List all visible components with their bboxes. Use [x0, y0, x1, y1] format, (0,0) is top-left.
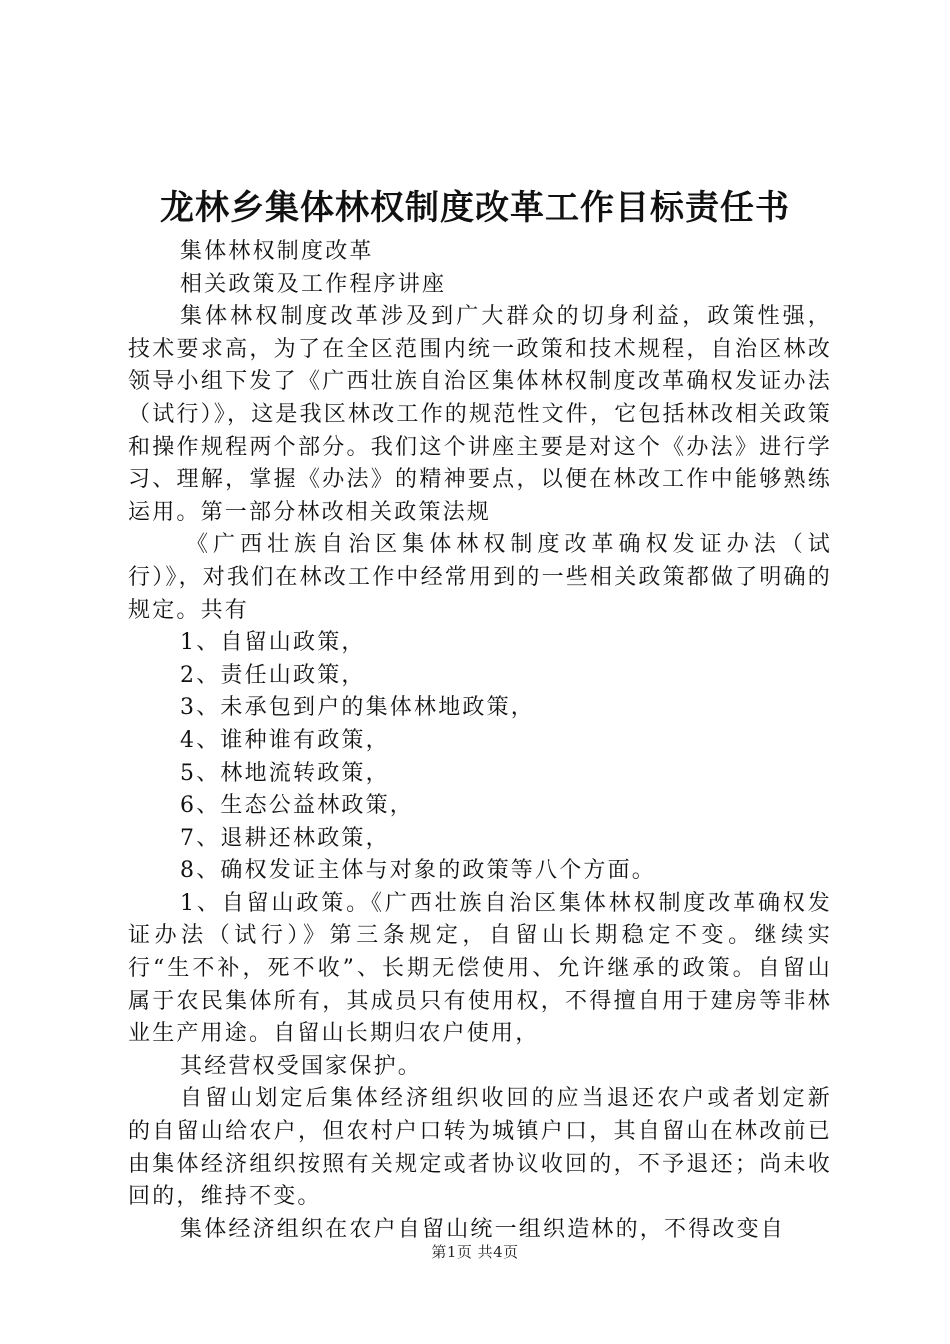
section-paragraph: 自留山划定后集体经济组织收回的应当退还农户或者划定新的自留山给农户，但农村户口转为城镇户口，其自留山在林改前已由集体经济组织按照有关规定或者协议收回的，不予退还；尚未收回的，维持不变。 [128, 1086, 832, 1210]
subtitle-line-2: 相关政策及工作程序讲座 [180, 271, 447, 297]
policy-list-item: 3、未承包到户的集体林地政策， [180, 695, 535, 721]
policy-list-item: 6、生态公益林政策， [180, 793, 414, 819]
subtitle-line-1: 集体林权制度改革 [180, 239, 374, 264]
page-number: 第1页 共4页 [431, 1243, 519, 1261]
policy-list-item: 2、责任山政策， [180, 662, 366, 688]
intro-paragraph: 集体林权制度改革涉及到广大群众的切身利益，政策性强，技术要求高，为了在全区范围内统一政策和技术规程，自治区林改领导小组下发了《广西壮族自治区集体林权制度改革确权发证办法（试行）》，这是我区林改工作的规范性文件，它包括林改相关政策和操作规程两个部分。我们这个讲座主要是对这个《办法》进行学习、理解，掌握《办法》的精神要点，以便在林改工作中能够熟练运用。第一部分林改相关政策法规 [128, 304, 833, 525]
section-paragraph: 1、自留山政策。《广西壮族自治区集体林权制度改革确权发证办法（试行）》第三条规定，自留山长期稳定不变。继续实行“生不补，死不收”、长期无偿使用、允许继承的政策。自留山属于农民集体所有，其成员只有使用权，不得擅自用于建房等非林业生产用途。自留山长期归农户使用， [128, 890, 832, 1047]
section-paragraph: 集体经济组织在农户自留山统一组织造林的，不得改变自 [180, 1216, 786, 1242]
policy-list-item: 8、确权发证主体与对象的政策等八个方面。 [180, 858, 656, 884]
overview-paragraph: 《广西壮族自治区集体林权制度改革确权发证办法（试行）》，对我们在林改工作中经常用到的一些相关政策都做了明确的规定。共有 [128, 532, 833, 623]
section-paragraph: 其经营权受国家保护。 [180, 1053, 423, 1079]
document-body [128, 236, 832, 1246]
policy-list-item: 1、自留山政策， [180, 630, 366, 656]
document-title: 龙林乡集体林权制度改革工作目标责任书 [160, 188, 790, 228]
policy-list-item: 4、谁种谁有政策， [180, 727, 390, 753]
policy-list-item: 7、退耕还林政策， [180, 825, 390, 851]
policy-list-item: 5、林地流转政策， [180, 760, 390, 786]
